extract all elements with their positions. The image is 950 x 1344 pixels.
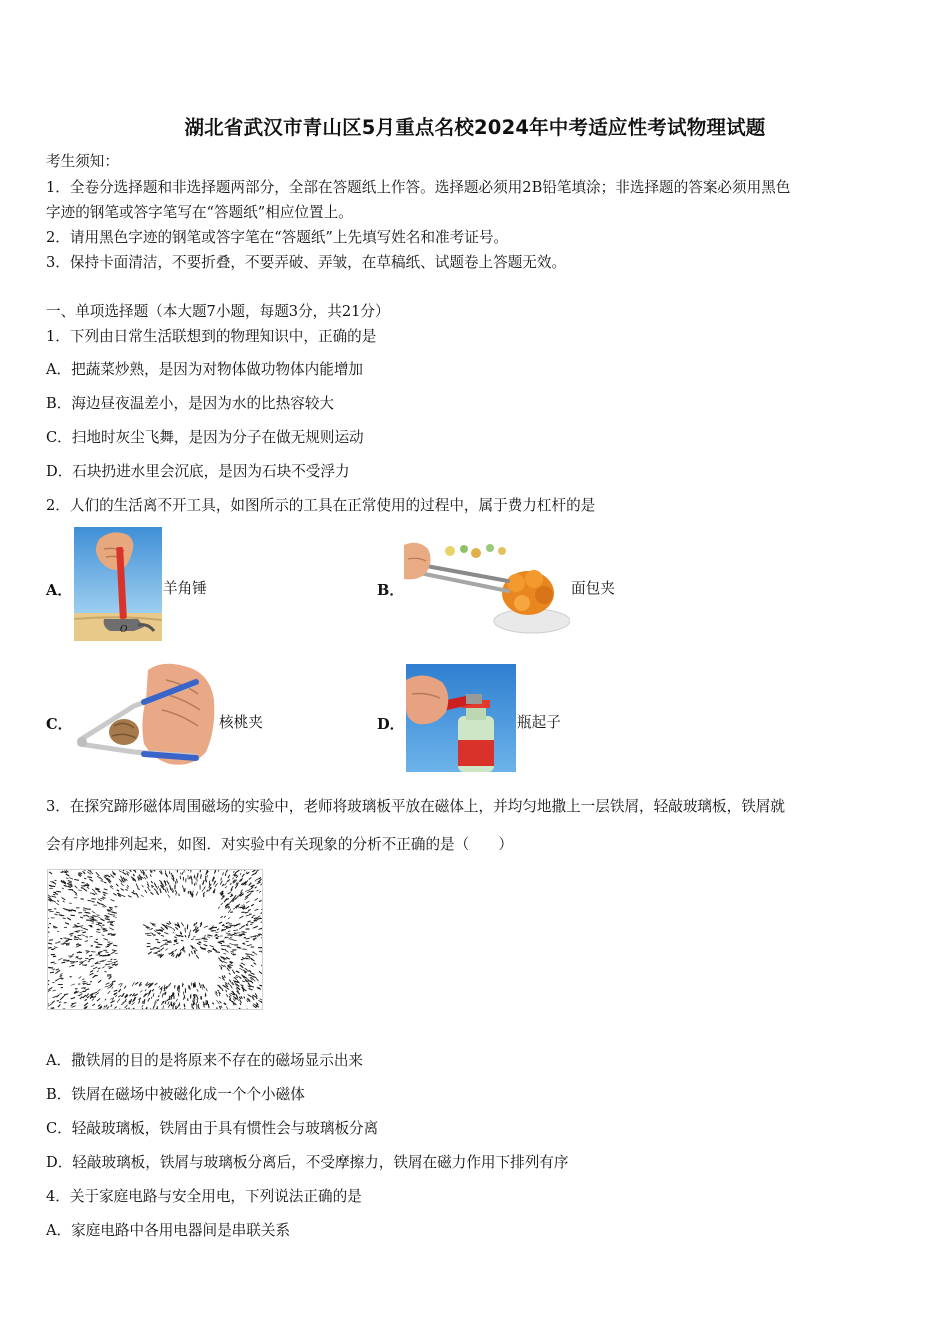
question-2-option-d-caption: 瓶起子 [517,714,561,731]
page-title: 湖北省武汉市青山区5月重点名校2024年中考适应性考试物理试题 [184,116,766,139]
question-3-stem-line-2: 会有序地排列起来，如图．对实验中有关现象的分析不正确的是（ ） [46,836,514,853]
notice-heading: 考生须知： [46,153,119,170]
question-3-option-c: C．轻敲玻璃板，铁屑由于具有惯性会与玻璃板分离 [46,1120,379,1137]
bottle-opener-image [406,664,516,772]
question-3-option-b: B．铁屑在磁场中被磁化成一个个小磁体 [46,1086,305,1103]
question-2-option-a-letter: A． [46,582,72,599]
question-1-option-b: B．海边昼夜温差小，是因为水的比热容较大 [46,395,335,412]
notice-item-1-cont: 字迹的钢笔或答字笔写在“答题纸”相应位置上。 [46,204,353,221]
claw-hammer-image [74,527,162,641]
question-3-stem-line-1: 3．在探究蹄形磁体周围磁场的实验中，老师将玻璃板平放在磁体上，并均匀地撒上一层铁屑，轻敲玻璃板，铁屑就 [46,798,785,815]
question-4-option-a: A．家庭电路中各用电器间是串联关系 [46,1222,291,1239]
question-4-stem: 4．关于家庭电路与安全用电，下列说法正确的是 [46,1188,362,1205]
section-heading: 一、单项选择题（本大题7小题，每题3分，共21分） [46,303,390,320]
pivot-label: O [120,625,128,635]
question-1-option-a: A．把蔬菜炒熟，是因为对物体做功物体内能增加 [46,361,364,378]
question-1-option-d: D．石块扔进水里会沉底，是因为石块不受浮力 [46,463,350,480]
nutcracker-image [74,660,218,770]
notice-item-1: 1．全卷分选择题和非选择题两部分，全部在答题纸上作答。选择题必须用2B铅笔填涂；非选择题的答案必须用黑色 [46,179,791,196]
question-3-option-d: D．轻敲玻璃板，铁屑与玻璃板分离后，不受摩擦力，铁屑在磁力作用下排列有序 [46,1154,569,1171]
question-2-stem: 2．人们的生活离不开工具，如图所示的工具在正常使用的过程中，属于费力杠杆的是 [46,497,596,514]
question-2-option-d-letter: D． [377,716,405,733]
magnetic-field-filings-image [47,869,263,1010]
question-3-option-a: A．撒铁屑的目的是将原来不存在的磁场显示出来 [46,1052,364,1069]
notice-item-3: 3．保持卡面清洁，不要折叠，不要弄破、弄皱，在草稿纸、试题卷上答题无效。 [46,254,567,271]
question-2-option-c-caption: 核桃夹 [219,714,263,731]
notice-item-2: 2．请用黑色字迹的钢笔或答字笔在“答题纸”上先填写姓名和准考证号。 [46,229,509,246]
question-2-option-a-caption: 羊角锤 [163,580,207,597]
question-1-stem: 1．下列由日常生活联想到的物理知识中，正确的是 [46,328,377,345]
question-2-option-c-letter: C． [46,716,73,733]
question-2-option-b-letter: B． [377,582,404,599]
question-2-option-b-caption: 面包夹 [571,580,615,597]
bread-tongs-image [404,541,570,639]
question-1-option-c: C．扫地时灰尘飞舞，是因为分子在做无规则运动 [46,429,364,446]
